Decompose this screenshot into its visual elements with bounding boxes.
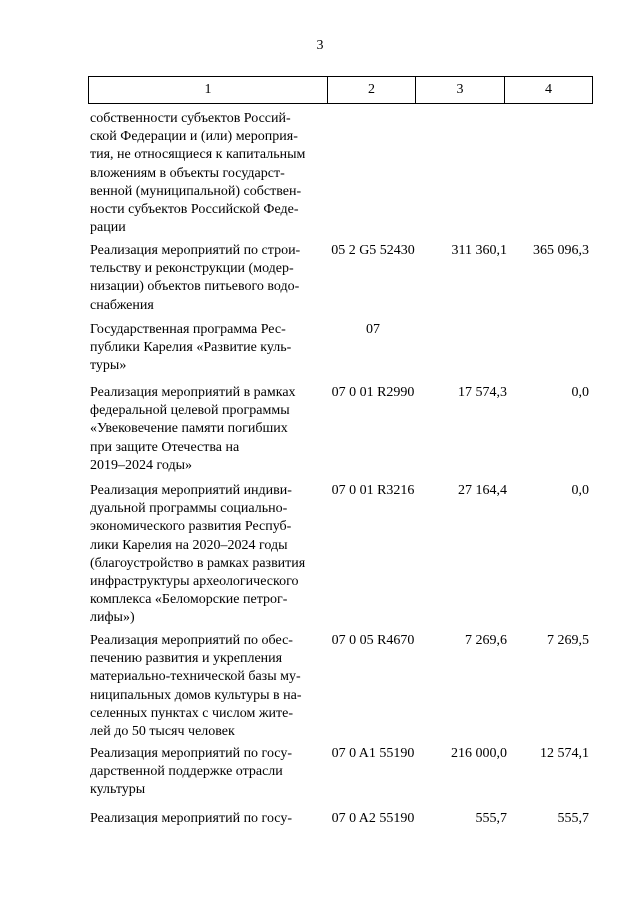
row-value-4: 365 096,3 <box>533 243 589 258</box>
row-value-4: 7 269,5 <box>547 633 589 648</box>
row-description: собственности субъектов Россий- ской Федерации и (или) мероприя- тия, не относящиеся к капитальным вложениям в объекты государст- венной (муниципальной) собствен- ности субъектов Российской Феде- рации <box>90 111 306 236</box>
row-value-3: 7 269,6 <box>465 633 507 648</box>
row-value-3: 17 574,3 <box>458 385 507 400</box>
header-col-1: 1 <box>89 77 328 103</box>
row-code: 05 2 G5 52430 <box>331 243 415 258</box>
row-value-4: 0,0 <box>571 483 589 498</box>
row-value-3: 555,7 <box>475 811 507 826</box>
table-header <box>88 76 593 104</box>
row-description: Реализация мероприятий индиви- дуальной программы социально- экономического развития Респуб- лики Карелия на 2020–2024 годы (благоустройство в рамках развития инфраструктуры археологического комплекса «Беломорские петрог- лифы») <box>90 483 306 626</box>
row-code: 07 0 A2 55190 <box>331 811 415 826</box>
row-description: Государственная программа Рес- публики Карелия «Развитие куль- туры» <box>90 322 292 374</box>
row-description: Реализация мероприятий в рамках федеральной целевой программы «Увековечение памяти погибших при защите Отечества на 2019–2024 годы» <box>90 385 296 473</box>
page-number: 3 <box>316 38 324 53</box>
row-value-4: 12 574,1 <box>540 746 589 761</box>
row-value-3: 27 164,4 <box>458 483 507 498</box>
row-value-4: 555,7 <box>557 811 589 826</box>
row-code: 07 0 01 R3216 <box>331 483 415 498</box>
row-description: Реализация мероприятий по обес- печению развития и укрепления материально-технической базы му- ниципальных домов культуры в на- селенных пунктах с числом жите- лей до 50 тысяч человек <box>90 633 302 740</box>
row-code: 07 0 01 R2990 <box>331 385 415 400</box>
row-code: 07 0 A1 55190 <box>331 746 415 761</box>
row-value-4: 0,0 <box>571 385 589 400</box>
row-description: Реализация мероприятий по госу- дарственной поддержке отрасли культуры <box>90 746 292 798</box>
header-col-3: 3 <box>416 77 505 103</box>
header-col-4: 4 <box>545 82 552 97</box>
header-col-2: 2 <box>328 77 416 103</box>
row-value-3: 311 360,1 <box>451 243 507 258</box>
row-code: 07 <box>366 322 380 337</box>
row-code: 07 0 05 R4670 <box>331 633 415 648</box>
row-description: Реализация мероприятий по госу- <box>90 811 292 826</box>
row-description: Реализация мероприятий по строи- тельству и реконструкции (модер- низации) объектов питьевого водо- снабжения <box>90 243 301 313</box>
row-value-3: 216 000,0 <box>451 746 507 761</box>
